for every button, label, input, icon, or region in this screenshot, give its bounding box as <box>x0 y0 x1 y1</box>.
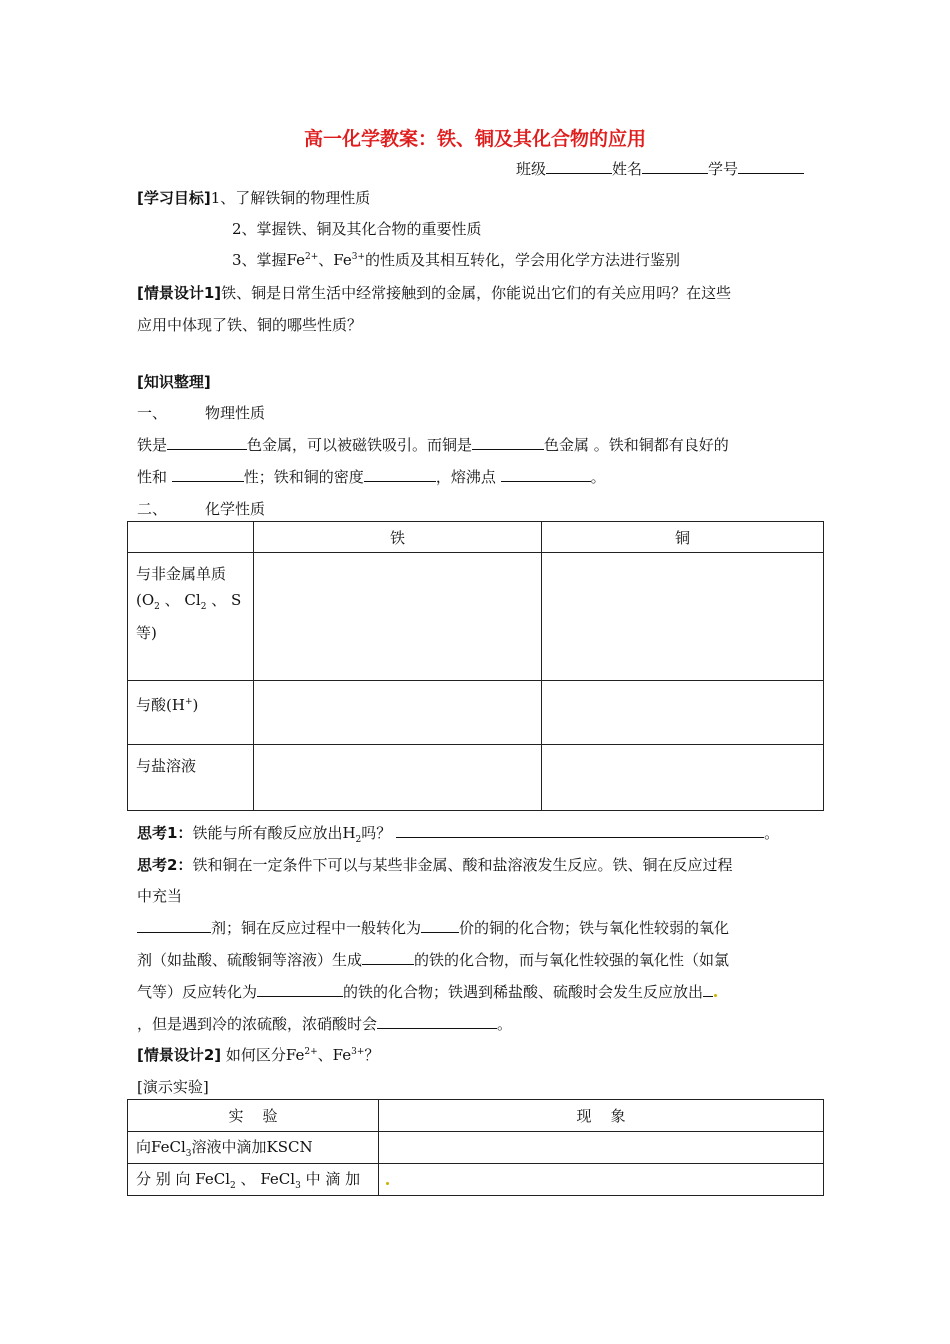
table-header-cell: 铁 <box>254 522 542 553</box>
think2-line4: 剂（如盐酸、硫酸铜等溶液）生成 的铁的化合物，而与氧化性较强的氧化性（如氯 <box>137 951 730 969</box>
goal-1: 1、了解铁铜的物理性质 <box>210 189 371 207</box>
table-header-cell: 实 验 <box>128 1100 379 1132</box>
goals-label: [学习目标] <box>137 189 211 207</box>
table-header-cell: 铜 <box>542 522 824 553</box>
table-header-row <box>128 522 824 553</box>
table-header-row <box>128 1100 824 1132</box>
blank[interactable] <box>421 918 459 933</box>
blank[interactable] <box>377 1014 497 1029</box>
think1-label: 思考1： <box>137 824 193 842</box>
row-label-nonmetal: 与非金属单质 ($O_2$ 、 $Cl_2$ 、 S 等) <box>128 553 254 681</box>
iron-cell[interactable] <box>254 553 542 681</box>
think1-line: 思考1：铁能与所有酸反应放出$H_2$吗？ 。 <box>137 824 780 845</box>
think2-line5: 气等）反应转化为 的铁的化合物；铁遇到稀盐酸、硫酸时会发生反应放出 <box>137 981 717 1002</box>
page-title: 高一化学教案：铁、铜及其化合物的应用 <box>303 128 646 150</box>
blank[interactable] <box>172 467 244 482</box>
yellow-dot-mark <box>386 1182 389 1185</box>
blank[interactable] <box>472 435 544 450</box>
id-label: 学号 <box>708 160 739 178</box>
blank[interactable] <box>364 467 436 482</box>
table-row <box>128 1132 824 1164</box>
blank[interactable] <box>137 918 211 933</box>
phenomenon-cell[interactable] <box>379 1164 824 1196</box>
name-label: 姓名 <box>612 160 643 178</box>
copper-cell[interactable] <box>542 745 824 811</box>
id-blank[interactable] <box>738 159 804 174</box>
iron-cell[interactable] <box>254 681 542 745</box>
scene1-line1: [情景设计1]铁、铜是日常生活中经常接触到的金属，你能说出它们的有关应用吗？在这些 <box>137 284 732 302</box>
blank[interactable] <box>257 982 343 997</box>
experiment-cell: 向FeCl$_3$溶液中滴加KSCN <box>128 1132 379 1164</box>
knowledge-label: [知识整理] <box>137 373 211 391</box>
blank[interactable] <box>362 950 414 965</box>
name-blank[interactable] <box>642 159 708 174</box>
blank[interactable] <box>167 435 247 450</box>
copper-cell[interactable] <box>542 553 824 681</box>
table-header-cell <box>128 522 254 553</box>
row-label-salt: 与盐溶液 <box>128 745 254 811</box>
blank[interactable] <box>396 823 764 838</box>
goal-1-line <box>137 187 370 208</box>
demo-label: [演示实验] <box>137 1078 209 1096</box>
think2-label: 思考2： <box>137 856 193 874</box>
goal-2: 2、掌握铁、铜及其化合物的重要性质 <box>232 220 482 238</box>
scene2-line: [情景设计2] 如何区分$Fe^{2+}$、$Fe^{3+}$？ <box>137 1046 380 1064</box>
table-row <box>128 681 824 745</box>
physical-line2: 性和 性；铁和铜的密度 ，熔沸点 。 <box>137 468 606 486</box>
iron-cell[interactable] <box>254 745 542 811</box>
phenomenon-cell[interactable] <box>379 1132 824 1164</box>
blank[interactable] <box>501 467 591 482</box>
student-info-line <box>516 158 804 179</box>
table-row <box>128 553 824 681</box>
goal-3: 3、掌握$Fe^{2+}$、$Fe^{3+}$的性质及其相互转化，学会用化学方法进行鉴别 <box>232 251 681 269</box>
scene2-label: [情景设计2] <box>137 1046 222 1064</box>
section-2-heading: 二、 化学性质 <box>137 500 266 518</box>
blank[interactable] <box>703 982 713 997</box>
think2-line2: 中充当 <box>137 887 183 905</box>
think2-line1: 思考2：铁和铜在一定条件下可以与某些非金属、酸和盐溶液发生反应。铁、铜在反应过程 <box>137 856 733 874</box>
copper-cell[interactable] <box>542 681 824 745</box>
demo-table <box>127 1099 824 1196</box>
class-blank[interactable] <box>546 159 612 174</box>
yellow-dot-mark <box>714 994 717 997</box>
physical-line1: 铁是 色金属，可以被磁铁吸引。而铜是 色金属 。铁和铜都有良好的 <box>137 436 729 454</box>
row-label-acid: 与酸(H+) <box>128 681 254 745</box>
think2-line3: 剂；铜在反应过程中一般转化为 价的铜的化合物；铁与氧化性较弱的氧化 <box>137 917 729 938</box>
scene1-label: [情景设计1] <box>137 284 222 302</box>
think2-line6: ，但是遇到冷的浓硫酸，浓硝酸时会 。 <box>137 1015 513 1033</box>
class-label: 班级 <box>516 160 547 178</box>
scene1-line2: 应用中体现了铁、铜的哪些性质？ <box>137 316 363 334</box>
table-row <box>128 1164 824 1196</box>
experiment-cell: 分 别 向 FeCl$_2$ 、 FeCl$_3$ 中 滴 加 <box>128 1164 379 1196</box>
section-1-heading: 一、 物理性质 <box>137 404 266 422</box>
chemical-properties-table <box>127 521 824 811</box>
table-row <box>128 745 824 811</box>
table-header-cell: 现 象 <box>379 1100 824 1132</box>
